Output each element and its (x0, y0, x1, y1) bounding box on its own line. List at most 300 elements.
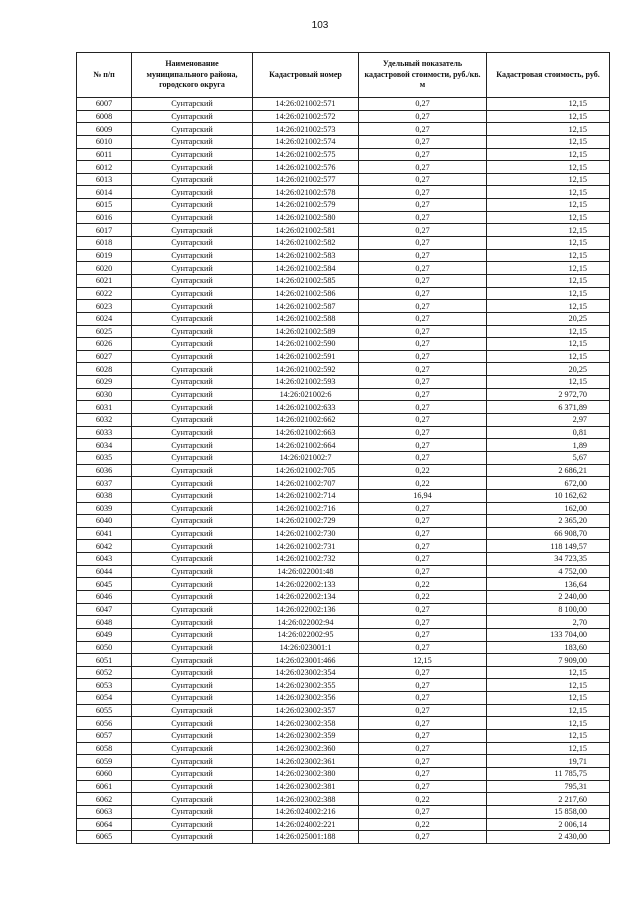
cell-row-number: 6045 (77, 578, 132, 591)
cell-cadastral-number: 14:26:024002:221 (253, 818, 359, 831)
cell-cadastral-value: 12,15 (487, 717, 610, 730)
cell-row-number: 6060 (77, 767, 132, 780)
cell-row-number: 6022 (77, 287, 132, 300)
cell-row-number: 6010 (77, 135, 132, 148)
table-row (77, 249, 610, 262)
cell-district: Сунтарский (132, 464, 253, 477)
table-row (77, 350, 610, 363)
table-row (77, 831, 610, 844)
cell-row-number: 6030 (77, 388, 132, 401)
cell-cadastral-number: 14:26:021002:587 (253, 300, 359, 313)
cell-cadastral-value: 162,00 (487, 502, 610, 515)
cell-specific-rate: 0,27 (359, 628, 487, 641)
cell-cadastral-number: 14:26:023001:1 (253, 641, 359, 654)
cell-district: Сунтарский (132, 502, 253, 515)
cell-district: Сунтарский (132, 363, 253, 376)
cell-cadastral-number: 14:26:021002:573 (253, 123, 359, 136)
cell-district: Сунтарский (132, 123, 253, 136)
table-row (77, 692, 610, 705)
cell-specific-rate: 0,27 (359, 565, 487, 578)
cell-district: Сунтарский (132, 350, 253, 363)
cell-district: Сунтарский (132, 249, 253, 262)
cell-cadastral-number: 14:26:021002:664 (253, 439, 359, 452)
cell-cadastral-number: 14:26:021002:6 (253, 388, 359, 401)
cell-cadastral-value: 12,15 (487, 730, 610, 743)
cell-cadastral-number: 14:26:021002:730 (253, 527, 359, 540)
cell-cadastral-number: 14:26:022002:133 (253, 578, 359, 591)
table-row (77, 338, 610, 351)
cell-specific-rate: 12,15 (359, 654, 487, 667)
cell-row-number: 6046 (77, 590, 132, 603)
cell-cadastral-number: 14:26:021002:707 (253, 477, 359, 490)
table-row (77, 300, 610, 313)
cell-cadastral-number: 14:26:023002:360 (253, 742, 359, 755)
cell-row-number: 6053 (77, 679, 132, 692)
cell-cadastral-value: 34 723,35 (487, 553, 610, 566)
cell-specific-rate: 0,27 (359, 805, 487, 818)
cell-cadastral-number: 14:26:021002:729 (253, 515, 359, 528)
cell-cadastral-number: 14:26:023002:358 (253, 717, 359, 730)
cell-cadastral-number: 14:26:021002:583 (253, 249, 359, 262)
cell-cadastral-value: 2 217,60 (487, 793, 610, 806)
cell-district: Сунтарский (132, 439, 253, 452)
cell-specific-rate: 0,27 (359, 148, 487, 161)
table-row (77, 464, 610, 477)
cell-district: Сунтарский (132, 578, 253, 591)
cell-cadastral-value: 12,15 (487, 338, 610, 351)
cell-district: Сунтарский (132, 565, 253, 578)
cell-specific-rate: 0,27 (359, 641, 487, 654)
cell-cadastral-value: 66 908,70 (487, 527, 610, 540)
cell-specific-rate: 0,27 (359, 388, 487, 401)
table-row (77, 793, 610, 806)
cell-district: Сунтарский (132, 426, 253, 439)
cell-cadastral-number: 14:26:021002:582 (253, 237, 359, 250)
cell-district: Сунтарский (132, 224, 253, 237)
cell-specific-rate: 0,27 (359, 616, 487, 629)
cell-district: Сунтарский (132, 312, 253, 325)
cell-cadastral-number: 14:26:021002:581 (253, 224, 359, 237)
cell-district: Сунтарский (132, 338, 253, 351)
table-row (77, 426, 610, 439)
table-row (77, 527, 610, 540)
cell-cadastral-number: 14:26:021002:589 (253, 325, 359, 338)
header-specific-rate: Удельный показатель кадастровой стоимости, руб./кв. м (359, 53, 487, 98)
cell-cadastral-value: 8 100,00 (487, 603, 610, 616)
cell-district: Сунтарский (132, 401, 253, 414)
cell-district: Сунтарский (132, 515, 253, 528)
cell-cadastral-number: 14:26:021002:633 (253, 401, 359, 414)
cell-cadastral-value: 20,25 (487, 363, 610, 376)
table-row (77, 755, 610, 768)
table-row (77, 603, 610, 616)
cell-specific-rate: 0,27 (359, 426, 487, 439)
cell-row-number: 6031 (77, 401, 132, 414)
cell-row-number: 6058 (77, 742, 132, 755)
cell-district: Сунтарский (132, 451, 253, 464)
cell-row-number: 6026 (77, 338, 132, 351)
cell-district: Сунтарский (132, 767, 253, 780)
cell-specific-rate: 0,27 (359, 376, 487, 389)
cell-cadastral-value: 2 972,70 (487, 388, 610, 401)
table-row (77, 262, 610, 275)
cell-cadastral-value: 12,15 (487, 376, 610, 389)
cell-district: Сунтарский (132, 553, 253, 566)
table-row (77, 274, 610, 287)
cell-specific-rate: 0,27 (359, 249, 487, 262)
cell-cadastral-number: 14:26:021002:662 (253, 414, 359, 427)
cell-district: Сунтарский (132, 679, 253, 692)
cell-cadastral-value: 1,89 (487, 439, 610, 452)
cell-specific-rate: 0,27 (359, 161, 487, 174)
table-row (77, 401, 610, 414)
cell-specific-rate: 0,27 (359, 540, 487, 553)
cell-row-number: 6024 (77, 312, 132, 325)
table-row (77, 98, 610, 111)
cell-cadastral-number: 14:26:021002:705 (253, 464, 359, 477)
cell-row-number: 6040 (77, 515, 132, 528)
cell-district: Сунтарский (132, 325, 253, 338)
cell-cadastral-value: 12,15 (487, 742, 610, 755)
table-row (77, 641, 610, 654)
cell-specific-rate: 0,27 (359, 780, 487, 793)
table-row (77, 502, 610, 515)
cell-specific-rate: 0,27 (359, 350, 487, 363)
cell-specific-rate: 0,27 (359, 363, 487, 376)
cell-specific-rate: 0,27 (359, 755, 487, 768)
cell-district: Сунтарский (132, 641, 253, 654)
cell-cadastral-number: 14:26:021002:572 (253, 110, 359, 123)
cell-row-number: 6061 (77, 780, 132, 793)
table-row (77, 780, 610, 793)
cell-row-number: 6018 (77, 237, 132, 250)
cell-district: Сунтарский (132, 237, 253, 250)
cell-district: Сунтарский (132, 161, 253, 174)
cell-row-number: 6062 (77, 793, 132, 806)
table-row (77, 363, 610, 376)
cell-cadastral-value: 5,67 (487, 451, 610, 464)
cell-cadastral-value: 12,15 (487, 704, 610, 717)
cell-specific-rate: 0,22 (359, 464, 487, 477)
cell-row-number: 6065 (77, 831, 132, 844)
cell-cadastral-number: 14:26:021002:574 (253, 135, 359, 148)
cell-cadastral-number: 14:26:021002:590 (253, 338, 359, 351)
cell-cadastral-number: 14:26:021002:586 (253, 287, 359, 300)
cell-district: Сунтарский (132, 590, 253, 603)
table-row (77, 414, 610, 427)
table-row (77, 211, 610, 224)
table-row (77, 616, 610, 629)
cell-row-number: 6050 (77, 641, 132, 654)
cell-cadastral-value: 2 240,00 (487, 590, 610, 603)
cell-specific-rate: 0,27 (359, 717, 487, 730)
cell-district: Сунтарский (132, 603, 253, 616)
cell-specific-rate: 0,27 (359, 325, 487, 338)
cell-cadastral-value: 183,60 (487, 641, 610, 654)
table-row (77, 818, 610, 831)
cell-row-number: 6027 (77, 350, 132, 363)
cell-district: Сунтарский (132, 173, 253, 186)
cell-cadastral-number: 14:26:023002:381 (253, 780, 359, 793)
cell-cadastral-value: 133 704,00 (487, 628, 610, 641)
cell-district: Сунтарский (132, 148, 253, 161)
cell-cadastral-number: 14:26:021002:7 (253, 451, 359, 464)
cell-district: Сунтарский (132, 704, 253, 717)
table-row (77, 135, 610, 148)
cell-district: Сунтарский (132, 793, 253, 806)
cell-district: Сунтарский (132, 755, 253, 768)
cell-cadastral-value: 12,15 (487, 135, 610, 148)
cell-cadastral-value: 12,15 (487, 350, 610, 363)
cell-row-number: 6028 (77, 363, 132, 376)
table-row (77, 451, 610, 464)
cell-cadastral-number: 14:26:023002:356 (253, 692, 359, 705)
cell-district: Сунтарский (132, 388, 253, 401)
cell-district: Сунтарский (132, 742, 253, 755)
cell-specific-rate: 0,27 (359, 186, 487, 199)
cell-district: Сунтарский (132, 110, 253, 123)
cell-cadastral-number: 14:26:025001:188 (253, 831, 359, 844)
cell-district: Сунтарский (132, 414, 253, 427)
cell-specific-rate: 0,27 (359, 401, 487, 414)
cell-specific-rate: 0,22 (359, 477, 487, 490)
cell-specific-rate: 0,27 (359, 173, 487, 186)
table-row (77, 148, 610, 161)
cell-cadastral-value: 2 365,20 (487, 515, 610, 528)
cell-row-number: 6011 (77, 148, 132, 161)
cell-district: Сунтарский (132, 186, 253, 199)
cell-district: Сунтарский (132, 616, 253, 629)
cell-cadastral-value: 4 752,00 (487, 565, 610, 578)
table-row (77, 186, 610, 199)
cell-cadastral-value: 2,70 (487, 616, 610, 629)
table-row (77, 679, 610, 692)
cell-cadastral-value: 0,81 (487, 426, 610, 439)
cell-row-number: 6032 (77, 414, 132, 427)
cell-cadastral-value: 795,31 (487, 780, 610, 793)
table-row (77, 540, 610, 553)
cell-row-number: 6041 (77, 527, 132, 540)
cell-row-number: 6048 (77, 616, 132, 629)
cell-cadastral-number: 14:26:021002:571 (253, 98, 359, 111)
table-row (77, 439, 610, 452)
cell-row-number: 6043 (77, 553, 132, 566)
cell-cadastral-number: 14:26:022002:134 (253, 590, 359, 603)
cell-row-number: 6037 (77, 477, 132, 490)
cell-specific-rate: 0,27 (359, 730, 487, 743)
cell-cadastral-number: 14:26:021002:584 (253, 262, 359, 275)
cell-cadastral-value: 7 909,00 (487, 654, 610, 667)
cell-cadastral-value: 118 149,57 (487, 540, 610, 553)
cell-row-number: 6039 (77, 502, 132, 515)
cell-district: Сунтарский (132, 98, 253, 111)
cell-cadastral-number: 14:26:021002:663 (253, 426, 359, 439)
cell-cadastral-value: 12,15 (487, 224, 610, 237)
cell-cadastral-value: 19,71 (487, 755, 610, 768)
cell-district: Сунтарский (132, 211, 253, 224)
table-row (77, 161, 610, 174)
cell-cadastral-value: 10 162,62 (487, 489, 610, 502)
table-row (77, 742, 610, 755)
cell-specific-rate: 0,27 (359, 553, 487, 566)
cell-specific-rate: 0,22 (359, 590, 487, 603)
cell-specific-rate: 0,27 (359, 502, 487, 515)
table-row (77, 325, 610, 338)
cell-row-number: 6064 (77, 818, 132, 831)
cell-specific-rate: 0,27 (359, 742, 487, 755)
cell-specific-rate: 0,27 (359, 603, 487, 616)
table-row (77, 312, 610, 325)
cell-specific-rate: 0,22 (359, 818, 487, 831)
cell-cadastral-number: 14:26:021002:731 (253, 540, 359, 553)
cell-cadastral-number: 14:26:021002:714 (253, 489, 359, 502)
cell-row-number: 6047 (77, 603, 132, 616)
cell-cadastral-value: 12,15 (487, 148, 610, 161)
cell-specific-rate: 0,27 (359, 692, 487, 705)
cell-cadastral-number: 14:26:023002:380 (253, 767, 359, 780)
cell-cadastral-number: 14:26:021002:716 (253, 502, 359, 515)
cell-specific-rate: 0,22 (359, 578, 487, 591)
cell-specific-rate: 0,27 (359, 312, 487, 325)
table-row (77, 173, 610, 186)
cell-specific-rate: 0,22 (359, 793, 487, 806)
cell-cadastral-value: 12,15 (487, 274, 610, 287)
cell-cadastral-value: 11 785,75 (487, 767, 610, 780)
cell-row-number: 6034 (77, 439, 132, 452)
cell-district: Сунтарский (132, 135, 253, 148)
cell-row-number: 6044 (77, 565, 132, 578)
page-number: 103 (311, 20, 329, 31)
header-row-number: № п/п (77, 53, 132, 98)
cell-cadastral-value: 2 686,21 (487, 464, 610, 477)
cell-specific-rate: 0,27 (359, 679, 487, 692)
cell-row-number: 6012 (77, 161, 132, 174)
cell-specific-rate: 0,27 (359, 237, 487, 250)
table-row (77, 767, 610, 780)
cell-specific-rate: 0,27 (359, 199, 487, 212)
table-row (77, 237, 610, 250)
cell-cadastral-number: 14:26:021002:588 (253, 312, 359, 325)
table-row (77, 565, 610, 578)
cell-row-number: 6021 (77, 274, 132, 287)
cell-row-number: 6038 (77, 489, 132, 502)
cell-cadastral-number: 14:26:022002:136 (253, 603, 359, 616)
cell-district: Сунтарский (132, 540, 253, 553)
cell-row-number: 6015 (77, 199, 132, 212)
cell-cadastral-value: 20,25 (487, 312, 610, 325)
cell-district: Сунтарский (132, 376, 253, 389)
cell-cadastral-number: 14:26:021002:575 (253, 148, 359, 161)
cell-cadastral-number: 14:26:021002:578 (253, 186, 359, 199)
cell-cadastral-value: 2 430,00 (487, 831, 610, 844)
table-row (77, 654, 610, 667)
cell-district: Сунтарский (132, 287, 253, 300)
cell-cadastral-value: 12,15 (487, 186, 610, 199)
cell-cadastral-value: 12,15 (487, 173, 610, 186)
cell-row-number: 6016 (77, 211, 132, 224)
cell-cadastral-number: 14:26:021002:591 (253, 350, 359, 363)
cell-cadastral-value: 12,15 (487, 199, 610, 212)
cell-district: Сунтарский (132, 717, 253, 730)
cell-row-number: 6055 (77, 704, 132, 717)
cell-cadastral-value: 12,15 (487, 237, 610, 250)
cell-cadastral-number: 14:26:023002:359 (253, 730, 359, 743)
cell-cadastral-number: 14:26:021002:732 (253, 553, 359, 566)
cell-row-number: 6020 (77, 262, 132, 275)
cell-cadastral-value: 6 371,89 (487, 401, 610, 414)
cell-district: Сунтарский (132, 805, 253, 818)
cell-district: Сунтарский (132, 628, 253, 641)
cell-cadastral-number: 14:26:023002:361 (253, 755, 359, 768)
cell-cadastral-value: 2,97 (487, 414, 610, 427)
table-row (77, 110, 610, 123)
cell-cadastral-value: 12,15 (487, 211, 610, 224)
cell-cadastral-value: 2 006,14 (487, 818, 610, 831)
cell-row-number: 6049 (77, 628, 132, 641)
cell-cadastral-number: 14:26:022002:95 (253, 628, 359, 641)
cell-cadastral-value: 12,15 (487, 110, 610, 123)
cell-row-number: 6042 (77, 540, 132, 553)
table-row (77, 388, 610, 401)
cell-specific-rate: 0,27 (359, 287, 487, 300)
table-row (77, 199, 610, 212)
cell-cadastral-value: 12,15 (487, 287, 610, 300)
cell-district: Сунтарский (132, 654, 253, 667)
cell-specific-rate: 0,27 (359, 439, 487, 452)
cell-district: Сунтарский (132, 730, 253, 743)
cell-cadastral-value: 12,15 (487, 692, 610, 705)
cell-row-number: 6035 (77, 451, 132, 464)
cell-specific-rate: 16,94 (359, 489, 487, 502)
cell-specific-rate: 0,27 (359, 515, 487, 528)
cell-specific-rate: 0,27 (359, 527, 487, 540)
table-row (77, 477, 610, 490)
table-row (77, 376, 610, 389)
cell-cadastral-value: 12,15 (487, 300, 610, 313)
table-row (77, 553, 610, 566)
cell-row-number: 6059 (77, 755, 132, 768)
table-row (77, 489, 610, 502)
cell-cadastral-number: 14:26:024002:216 (253, 805, 359, 818)
header-cadastral-value: Кадастровая стоимость, руб. (487, 53, 610, 98)
table-row (77, 730, 610, 743)
table-row (77, 628, 610, 641)
cell-specific-rate: 0,27 (359, 666, 487, 679)
cell-cadastral-number: 14:26:021002:579 (253, 199, 359, 212)
cell-specific-rate: 0,27 (359, 135, 487, 148)
cell-row-number: 6054 (77, 692, 132, 705)
table-row (77, 515, 610, 528)
cell-cadastral-value: 672,00 (487, 477, 610, 490)
cell-cadastral-number: 14:26:023002:388 (253, 793, 359, 806)
cell-specific-rate: 0,27 (359, 831, 487, 844)
cell-cadastral-number: 14:26:023002:354 (253, 666, 359, 679)
cell-district: Сунтарский (132, 489, 253, 502)
cell-cadastral-value: 12,15 (487, 325, 610, 338)
cell-row-number: 6013 (77, 173, 132, 186)
cell-district: Сунтарский (132, 666, 253, 679)
cell-specific-rate: 0,27 (359, 704, 487, 717)
cell-district: Сунтарский (132, 262, 253, 275)
cell-cadastral-value: 15 858,00 (487, 805, 610, 818)
cell-cadastral-number: 14:26:021002:593 (253, 376, 359, 389)
cell-cadastral-number: 14:26:021002:577 (253, 173, 359, 186)
table-body (77, 98, 610, 844)
table-row (77, 805, 610, 818)
cell-row-number: 6023 (77, 300, 132, 313)
cell-specific-rate: 0,27 (359, 300, 487, 313)
table-row (77, 590, 610, 603)
